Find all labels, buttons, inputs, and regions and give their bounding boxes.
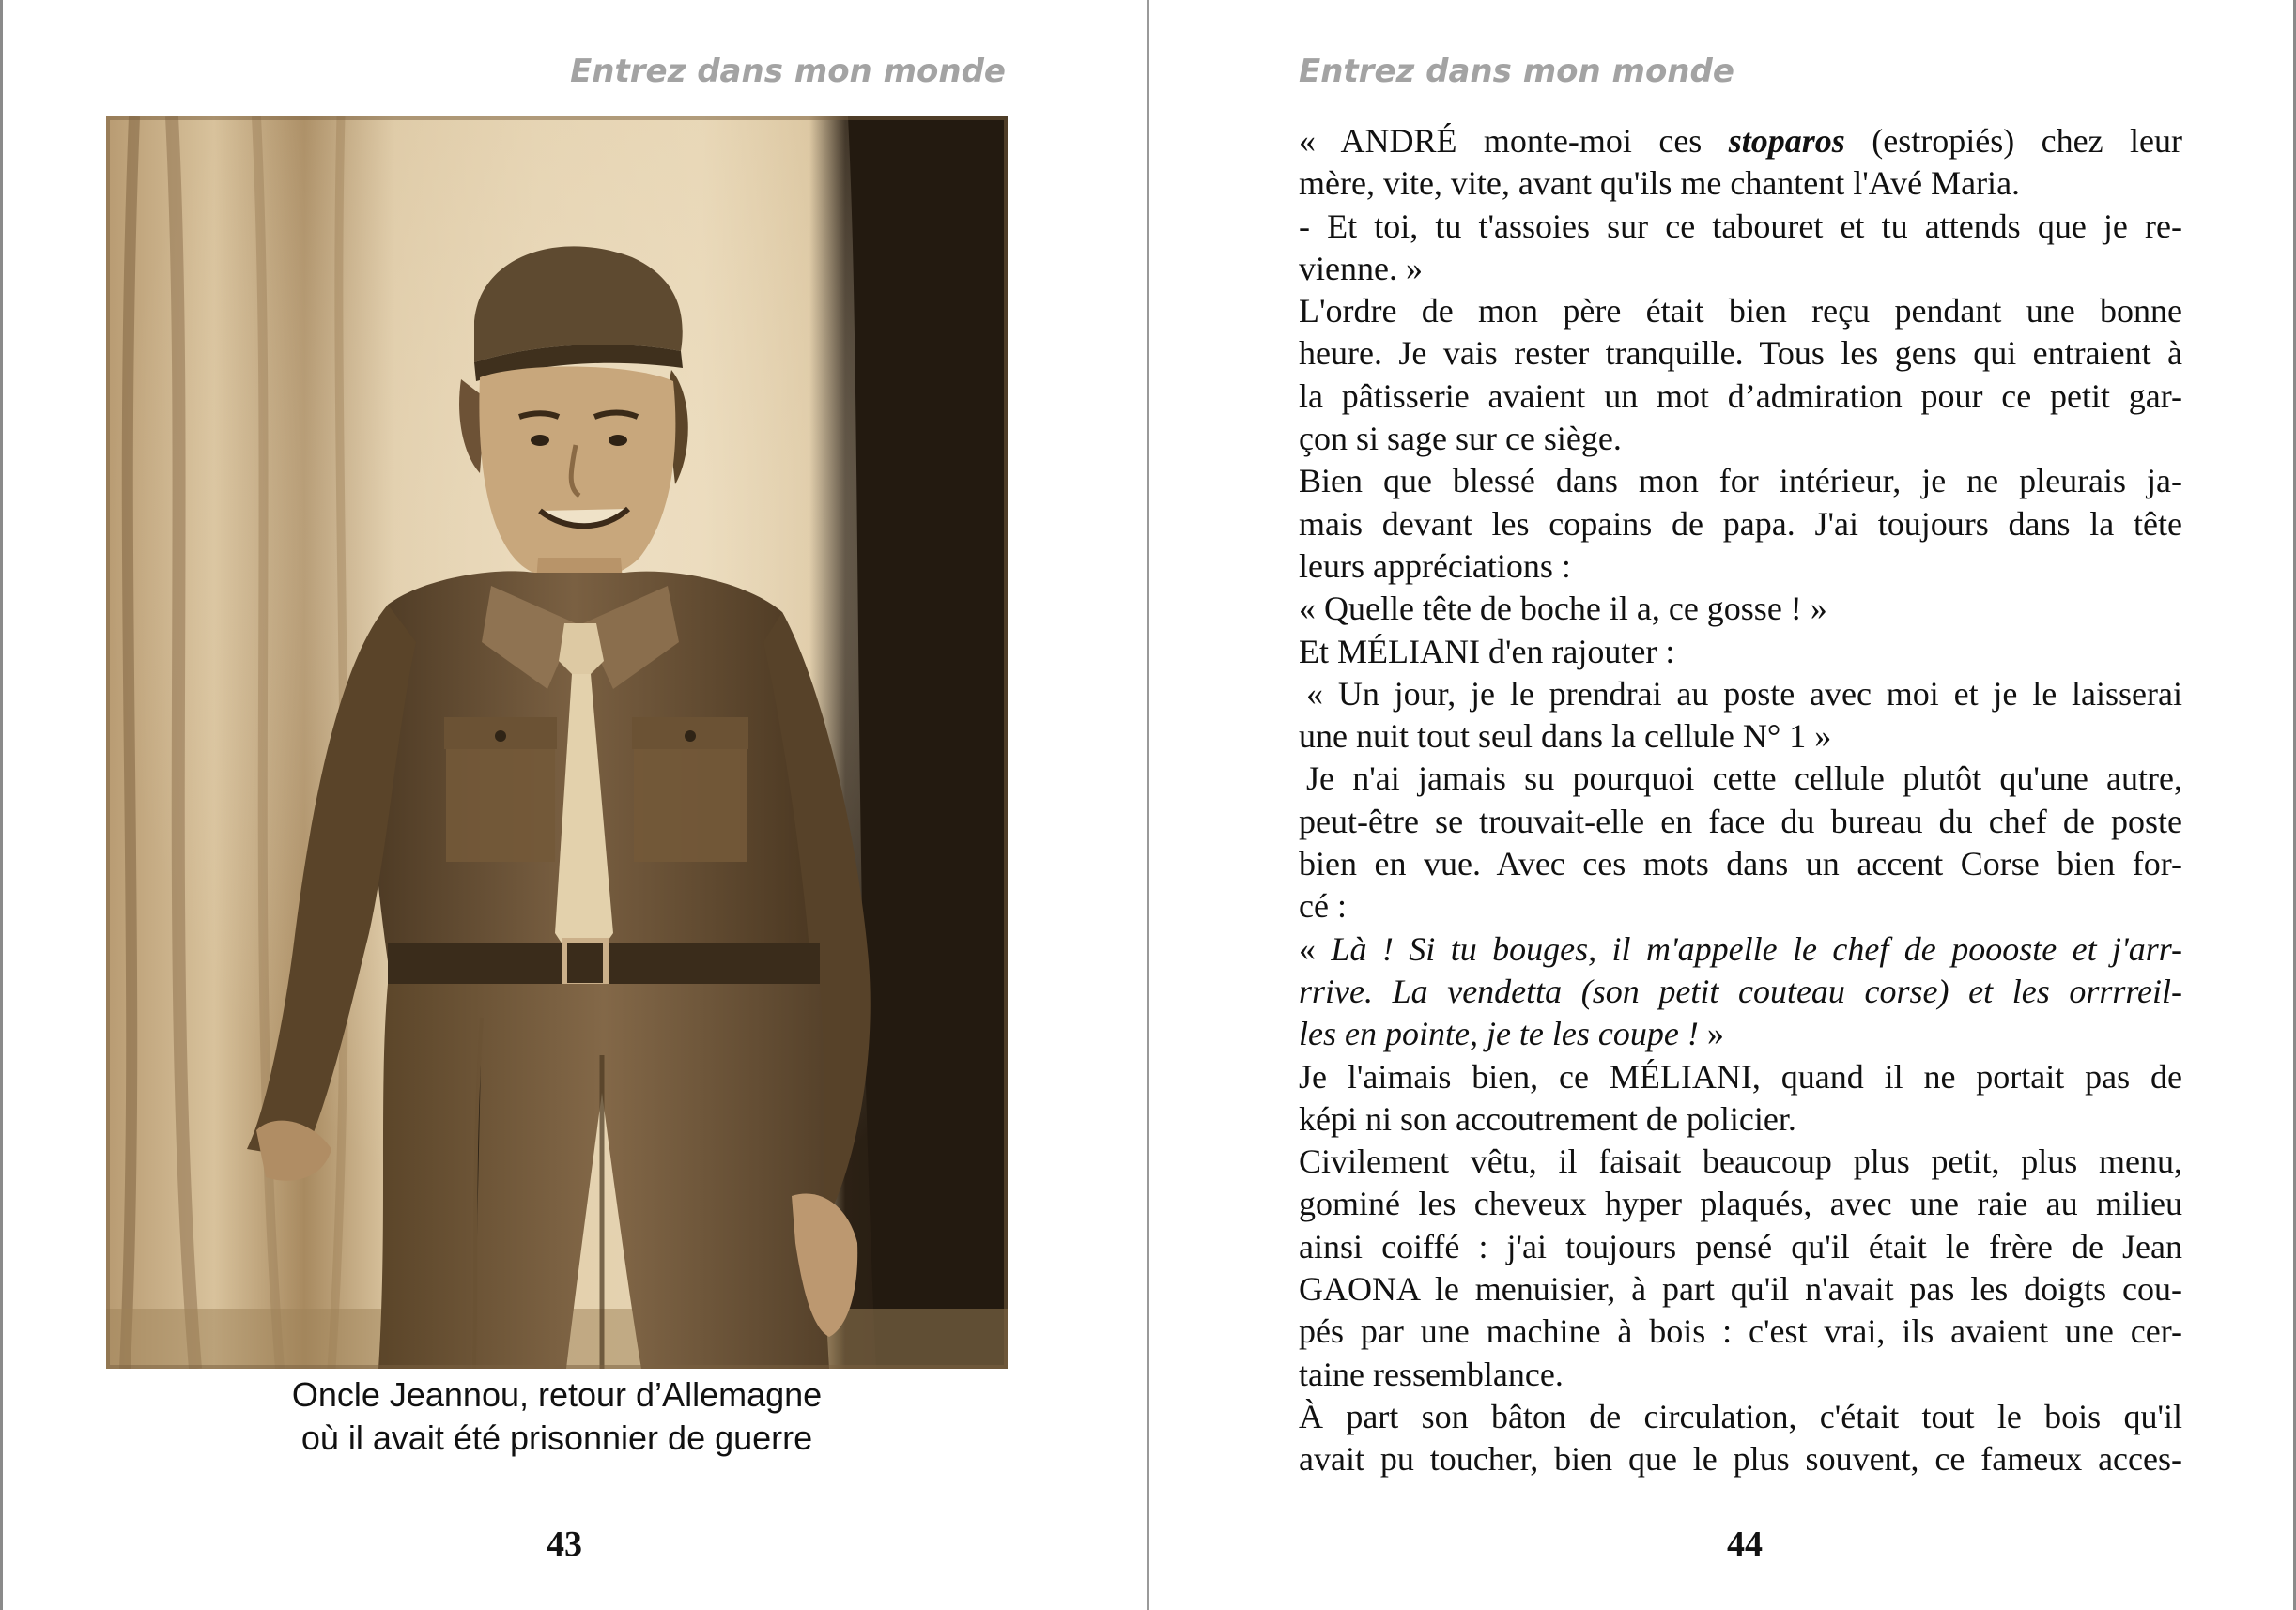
text-line: À part son bâton de circulation, c'était tout le bois qu'il [1299,1397,2182,1435]
book-spine [1147,0,1149,1610]
text-line: la pâtisserie avaient un mot d’admiration pour ce petit gar- [1299,376,2182,415]
text-line: « Un jour, je le prendrai au poste avec moi et je le laisserai [1306,674,2182,713]
running-header: Entrez dans mon monde [1299,53,1734,90]
text-line: pés par une machine à bois : c'est vrai, ils avaient une cer- [1299,1312,2182,1351]
running-header: Entrez dans mon monde [570,53,1006,90]
text-line: Et MÉLIANI d'en rajouter : [1299,632,1675,670]
text-line: Je l'aimais bien, ce MÉLIANI, quand il ne portait pas de [1299,1057,2182,1096]
text-line: GAONA le menuisier, à part qu'il n'avait pas les doigts cou- [1299,1270,2182,1309]
right-page [1151,0,2291,1610]
text-line: képi ni son accoutrement de policier. [1299,1099,1796,1138]
text-line: mais devant les copains de papa. J'ai toujours dans la tête [1299,504,2182,543]
text-line: taine ressemblance. [1299,1355,1564,1393]
soldier-portrait-image [106,116,1008,1369]
body-text [1299,120,2182,1481]
vintage-portrait-photo [106,116,1008,1369]
text-line: L'ordre de mon père était bien reçu pendant une bonne [1299,292,2182,330]
text-line: heure. Je vais rester tranquille. Tous les gens qui entraient à [1299,334,2182,373]
text-line: mère, vite, vite, avant qu'ils me chantent l'Avé Maria. [1299,164,2021,203]
text-line: « Là ! Si tu bouges, il m'appelle le chef de poooste et j'arr- [1299,929,2182,968]
text-line: Je n'ai jamais su pourquoi cette cellule plutôt qu'une autre, [1306,759,2182,798]
text-line: « ANDRÉ monte-moi ces stoparos (estropiés) chez leur [1299,122,2182,160]
text-line: ainsi coiffé : j'ai toujours pensé qu'il était le frère de Jean [1299,1227,2182,1265]
text-line: une nuit tout seul dans la cellule N° 1 » [1299,717,1832,756]
text-line: bien en vue. Avec ces mots dans un accent Corse bien for- [1299,845,2182,883]
text-line: peut-être se trouvait-elle en face du bureau du chef de poste [1299,802,2182,840]
text-line: vienne. » [1299,249,1423,287]
text-line: leurs appréciations : [1299,546,1571,585]
text-line: les en pointe, je te les coupe ! » [1299,1015,1724,1053]
text-line: Bien que blessé dans mon for intérieur, je ne pleurais ja- [1299,462,2182,500]
photo-caption [106,1373,1008,1460]
text-line: Civilement vêtu, il faisait beaucoup plus petit, plus menu, [1299,1142,2182,1181]
left-page-edge [0,0,3,1610]
text-line: çon si sage sur ce siège. [1299,420,1622,458]
page-number: 43 [547,1525,582,1564]
text-line: avait pu toucher, bien que le plus souvent, ce fameux acces- [1299,1440,2182,1479]
text-line: « Quelle tête de boche il a, ce gosse ! » [1299,590,1827,628]
text-line: cé : [1299,887,1347,926]
text-line: gominé les cheveux hyper plaqués, avec une raie au milieu [1299,1185,2182,1223]
left-page [4,0,1146,1610]
text-line: rrive. La vendetta (son petit couteau corse) et les orrrreil- [1299,972,2182,1010]
caption-line-2: où il avait été prisonnier de guerre [300,1418,813,1457]
caption-line-1: Oncle Jeannou, retour d’Allemagne [291,1375,823,1414]
page-number: 44 [1727,1525,1763,1564]
emphasis-word: stoparos [1728,122,1845,160]
text-line: - Et toi, tu t'assoies sur ce tabouret et tu attends que je re- [1299,207,2182,245]
